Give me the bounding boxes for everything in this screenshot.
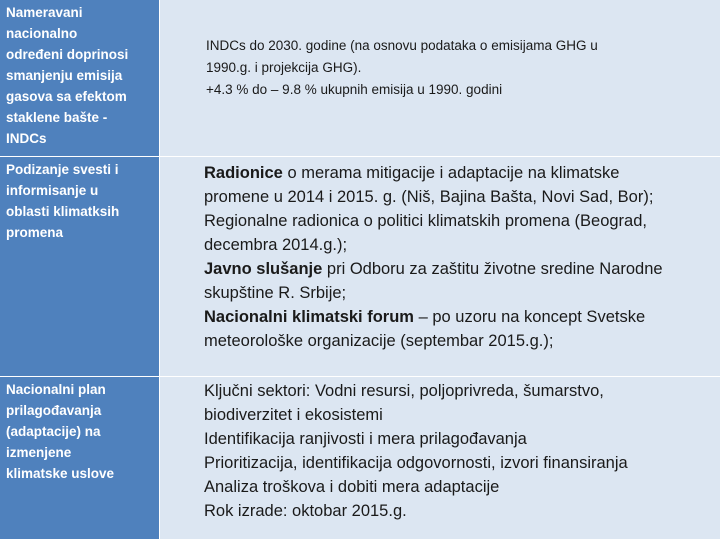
climate-forum-heading: Nacionalni klimatski forum xyxy=(204,308,414,326)
content-line: promene u 2014 i 2015. g. (Niš, Bajina Bašta, Novi Sad, Bor); xyxy=(204,188,654,206)
content-line: meteorološke organizacije (septembar 2015.g.); xyxy=(204,332,554,350)
content-line: Prioritizacija, identifikacija odgovornosti, izvori finansiranja xyxy=(204,454,628,472)
content-line: +4.3 % do – 9.8 % ukupnih emisija u 1990. godini xyxy=(206,82,503,97)
content-line: INDCs do 2030. godine (na osnovu podataka o emisijama GHG u xyxy=(206,38,598,53)
label-line: Nameravani xyxy=(6,5,83,20)
label-line: prilagođavanja xyxy=(6,403,102,418)
row-content-awareness xyxy=(160,157,720,377)
workshops-heading: Radionice xyxy=(204,164,283,182)
content-line: Rok izrade: oktobar 2015.g. xyxy=(204,502,407,520)
label-line: gasova sa efektom xyxy=(6,89,127,104)
content-line: Analiza troškova i dobiti mera adaptacije xyxy=(204,478,500,496)
label-line: INDCs xyxy=(6,131,47,146)
content-line xyxy=(204,257,712,281)
content-line xyxy=(204,161,712,185)
label-line: klimatske uslove xyxy=(6,466,115,481)
content-text: – po uzoru na koncept Svetske xyxy=(413,308,646,326)
content-text: o merama mitigacije i adaptacije na klimatske xyxy=(282,164,620,182)
content-line: 1990.g. i projekcija GHG). xyxy=(206,60,362,75)
label-line: smanjenju emisija xyxy=(6,68,123,83)
label-line: (adaptacije) na xyxy=(6,424,101,439)
label-line: određeni doprinosi xyxy=(6,47,129,62)
label-line: Podizanje svesti i xyxy=(6,162,119,177)
content-line: skupštine R. Srbije; xyxy=(204,284,347,302)
label-line: oblasti klimatksih xyxy=(6,204,120,219)
row-label-awareness xyxy=(0,157,160,377)
content-line: Identifikacija ranjivosti i mera prilagođavanja xyxy=(204,430,527,448)
public-hearing-heading: Javno slušanje xyxy=(204,260,323,278)
label-line: nacionalno xyxy=(6,26,78,41)
content-line: Ključni sektori: Vodni resursi, poljoprivreda, šumarstvo, xyxy=(204,382,604,400)
label-line: Nacionalni plan xyxy=(6,382,106,397)
row-content-indcs xyxy=(160,0,720,157)
label-line: promena xyxy=(6,225,64,240)
row-label-adaptation-plan xyxy=(0,377,160,540)
content-line: biodiverzitet i ekosistemi xyxy=(204,406,383,424)
content-line: Regionalne radionica o politici klimatskih promena (Beograd, xyxy=(204,212,647,230)
row-content-adaptation-plan xyxy=(160,377,720,540)
content-line xyxy=(204,305,712,329)
content-text: pri Odboru za zaštitu životne sredine Narodne xyxy=(322,260,663,278)
label-line: izmenjene xyxy=(6,445,72,460)
label-line: informisanje u xyxy=(6,183,99,198)
label-line: staklene bašte - xyxy=(6,110,108,125)
content-line: decembra 2014.g.); xyxy=(204,236,348,254)
row-label-indcs xyxy=(0,0,160,157)
